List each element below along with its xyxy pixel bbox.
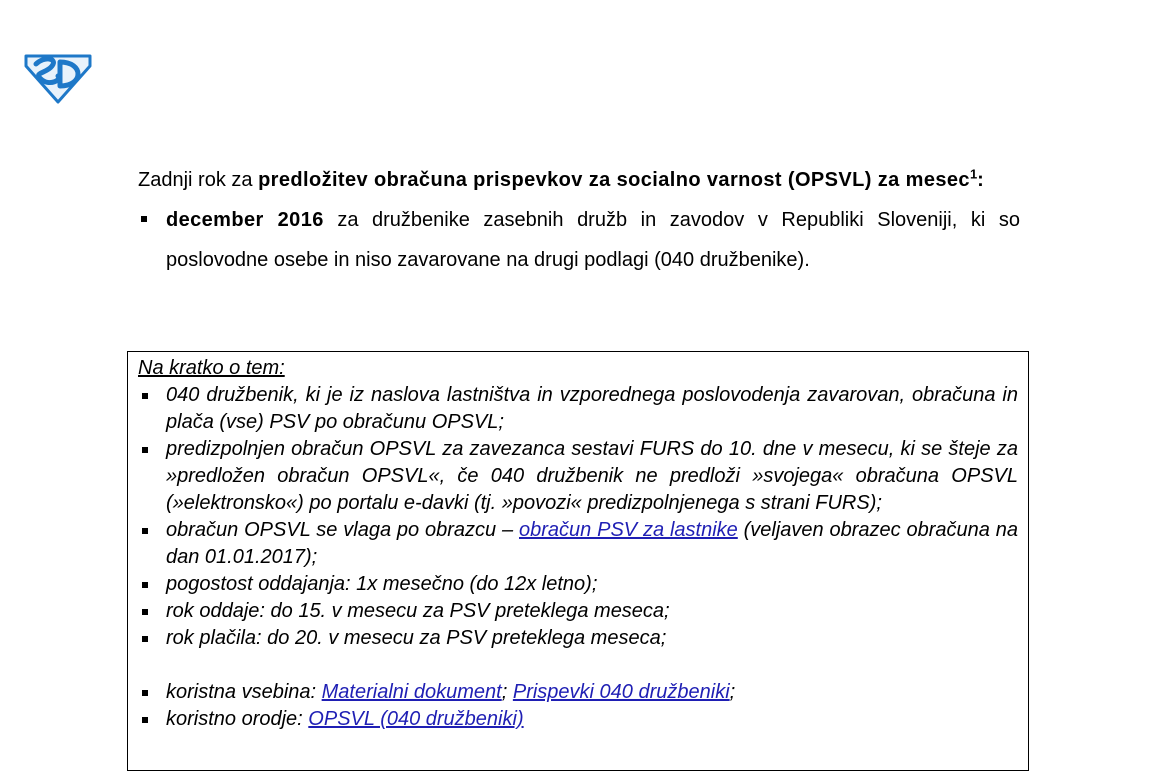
useful-content-label: koristna vsebina: [166,681,322,703]
intro-section [138,160,1020,280]
material-document-link[interactable]: Materialni dokument [321,681,502,703]
intro-bullet-bold: december 2016 [166,209,324,231]
intro-paragraph [138,160,1020,200]
spacer [138,652,1018,679]
list-item [138,706,1018,733]
summary-list [138,382,1018,652]
summary-box [127,351,1029,771]
intro-bullet-item [138,200,1020,280]
list-item [138,517,1018,571]
list-item: rok plačila: do 20. v mesecu za PSV preteklega meseca; [138,625,1018,652]
opsvl-tool-link[interactable]: OPSVL (040 družbeniki) [308,708,524,730]
list-item: predizpolnjen obračun OPSVL za zavezanca sestavi FURS do 10. dne v mesecu, ki se šteje za »predložen obračun OPSVL«, če 040 družbenik ne predloži »svojega« obračuna OPSVL (»elektronsko«) po portalu e-davki (tj. »povozi« predizpolnjenega s strani FURS); [138,436,1018,517]
footnote-ref[interactable]: 1 [969,166,978,182]
company-logo-icon [22,50,94,104]
list-item: 040 družbenik, ki je iz naslova lastništva in vzporednega poslovodenja zavarovan, obračuna in plača (vse) PSV po obračunu OPSVL; [138,382,1018,436]
contributions-link[interactable]: Prispevki 040 družbeniki [512,681,730,703]
list-item: rok oddaje: do 15. v mesecu za PSV preteklega meseca; [138,598,1018,625]
list-end: ; [729,681,736,703]
separator: ; [501,681,513,703]
intro-bold: predložitev obračuna prispevkov za socialno varnost (OPSVL) za mesec [258,169,970,191]
intro-bullet-text: za družbenike zasebnih družb in zavodov v Republiki Sloveniji, ki so poslovodne osebe in niso zavarovane na drugi podlagi (040 družbenike). [166,209,1020,271]
box-title: Na kratko o tem: [138,357,285,379]
resources-list [138,679,1018,733]
intro-bullet-list [138,200,1020,280]
intro-lead: Zadnji rok za [138,169,259,191]
list-item: pogostost oddajanja: 1x mesečno (do 12x letno); [138,571,1018,598]
list-item-text: obračun OPSVL se vlaga po obrazcu – [166,519,519,541]
intro-colon: : [977,169,985,191]
useful-tools-label: koristno orodje: [166,708,309,730]
form-link[interactable]: obračun PSV za lastnike [519,519,738,541]
list-item-text: (veljaven obrazec obračuna na dan 01.01.2017); [166,519,1019,568]
list-item [138,679,1018,706]
